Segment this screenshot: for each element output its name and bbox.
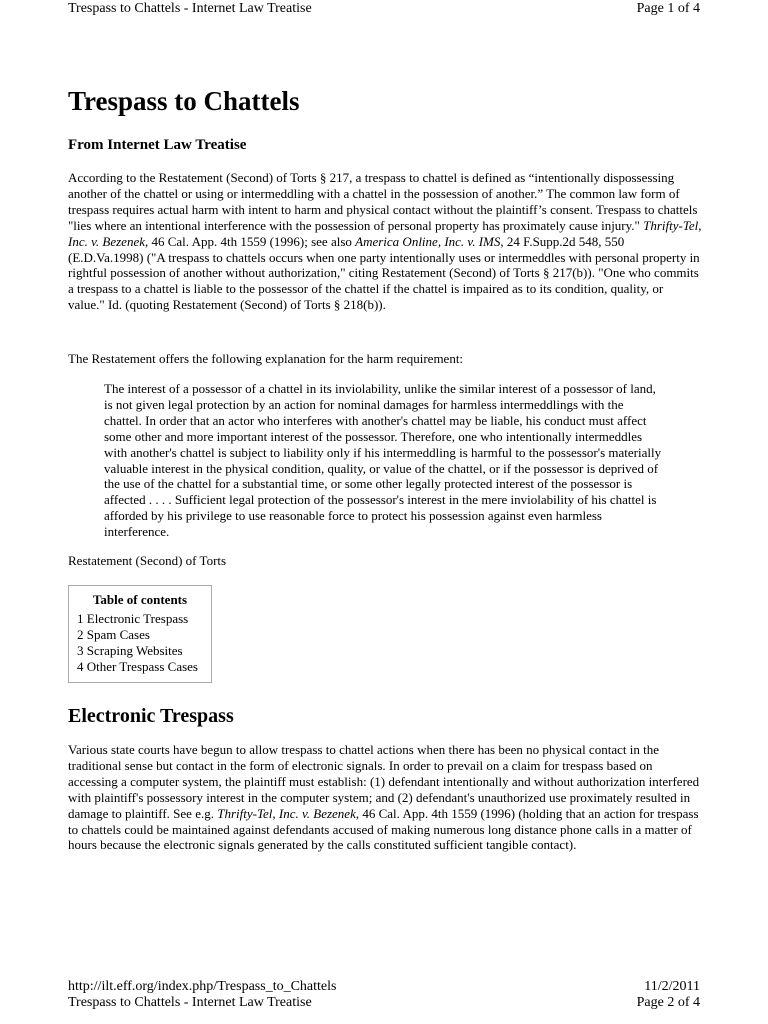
toc-item-electronic-trespass[interactable]: 1 Electronic Trespass: [77, 610, 189, 626]
header-page-number: Page 1 of 4: [636, 1, 700, 16]
next-page-header: [68, 995, 700, 1011]
page-title: Trespass to Chattels: [68, 86, 300, 116]
section-text-2: , 46 Cal. App. 4th 1559 (1996) (holding that an action for trespass to chattels could be maintained against defendants accused of making numerous long distance phone calls in a matter of hours because the electronic signals generated by the calls constituted sufficient tangible contact).: [68, 805, 699, 853]
electronic-trespass-paragraph: [68, 742, 702, 853]
toc-title: Table of contents: [92, 592, 188, 607]
intro-text-2: , 46 Cal. App. 4th 1559 (1996); see also: [144, 233, 356, 249]
footer-date: 11/2/2011: [644, 979, 700, 994]
toc-item-scraping-websites[interactable]: 3 Scraping Websites: [77, 642, 183, 658]
harm-intro-paragraph: The Restatement offers the following explanation for the harm requirement:: [68, 351, 464, 366]
toc-item-other-trespass-cases[interactable]: 4 Other Trespass Cases: [77, 658, 198, 674]
intro-text-1: According to the Restatement (Second) of Torts § 217, a trespass to chattel is defined as “intentionally dispossessing another of the chattel or using or intermeddling with a chattel in the possession of another.” The common law form of trespass requires actual harm with intent to harm and physical contact without the plaintiff’s consent. Trespass to chattels "lies where an intentional interference with the possession of personal property has proximately cause injury.": [68, 170, 698, 233]
restatement-blockquote: The interest of a possessor of a chattel in its inviolability, unlike the similar interest of a possessor of land, is not given legal protection by an action for nominal damages for harmless intermeddlings with the chattel. In order that an actor who interferes with another's chattel may be liable, his conduct must affect some other and more important interest of the possessor. Therefore, one who intentionally intermeddles with another's chattel is subject to liability only if his intermeddling is harmful to the possessor's materially valuable interest in the physical condition, quality, or value of the chattel, or if the possessor is deprived of the use of the chattel for a substantial time, or some other legally protected interest of the possessor is affected . . . . Sufficient legal protection of the possessor's interest in the mere inviolability of his chattel is afforded by his privilege to use reasonable force to protect his possession against even harmless interference.: [104, 381, 662, 540]
case-citation-thrifty-tel-2: Thrifty-Tel, Inc. v. Bezenek: [217, 805, 356, 821]
section-heading-electronic-trespass: Electronic Trespass: [68, 705, 234, 727]
toc-item-spam-cases[interactable]: 2 Spam Cases: [77, 626, 150, 642]
section-text-1: Various state courts have begun to allow trespass to chattel actions when there has been no physical contact in the traditional sense but contact in the form of electronic signals. In order to prevail on a claim for trespass based on accessing a computer system, the plaintiff must establish: (1) defendant intentionally and without authorization interfered with plaintiff's possessory interest in the computer system; and (2) defendant's unauthorized use proximately resulted in damage to plaintiff. See e.g.: [68, 742, 700, 821]
intro-text-3: , 24 F.Supp.2d 548, 550 (E.D.Va.1998) ("A trespass to chattels occurs when one party intentionally uses or intermeddles with personal property in rightful possession of another without authorization," citing Restatement (Second) of Torts § 217(b)). "One who commits a trespass to a chattel is liable to the possessor of the chattel if the chattel is impaired as to its condition, quality, or value." Id. (quoting Restatement (Second) of Torts § 218(b)).: [68, 233, 700, 313]
print-footer: [68, 979, 700, 995]
next-header-title: Trespass to Chattels - Internet Law Treatise: [68, 995, 312, 1010]
case-citation-aol: America Online, Inc. v. IMS: [355, 233, 501, 249]
table-of-contents: [68, 585, 212, 683]
print-header: [68, 1, 700, 17]
next-header-page-number: Page 2 of 4: [636, 995, 700, 1010]
footer-url: http://ilt.eff.org/index.php/Trespass_to_Chattels: [68, 979, 337, 994]
page-subtitle: From Internet Law Treatise: [68, 137, 247, 153]
intro-paragraph: [68, 170, 702, 313]
header-title: Trespass to Chattels - Internet Law Treatise: [68, 1, 312, 16]
case-citation-thrifty-tel: Thrifty-Tel, Inc. v. Bezenek: [68, 217, 702, 249]
restatement-source: Restatement (Second) of Torts: [68, 553, 227, 568]
